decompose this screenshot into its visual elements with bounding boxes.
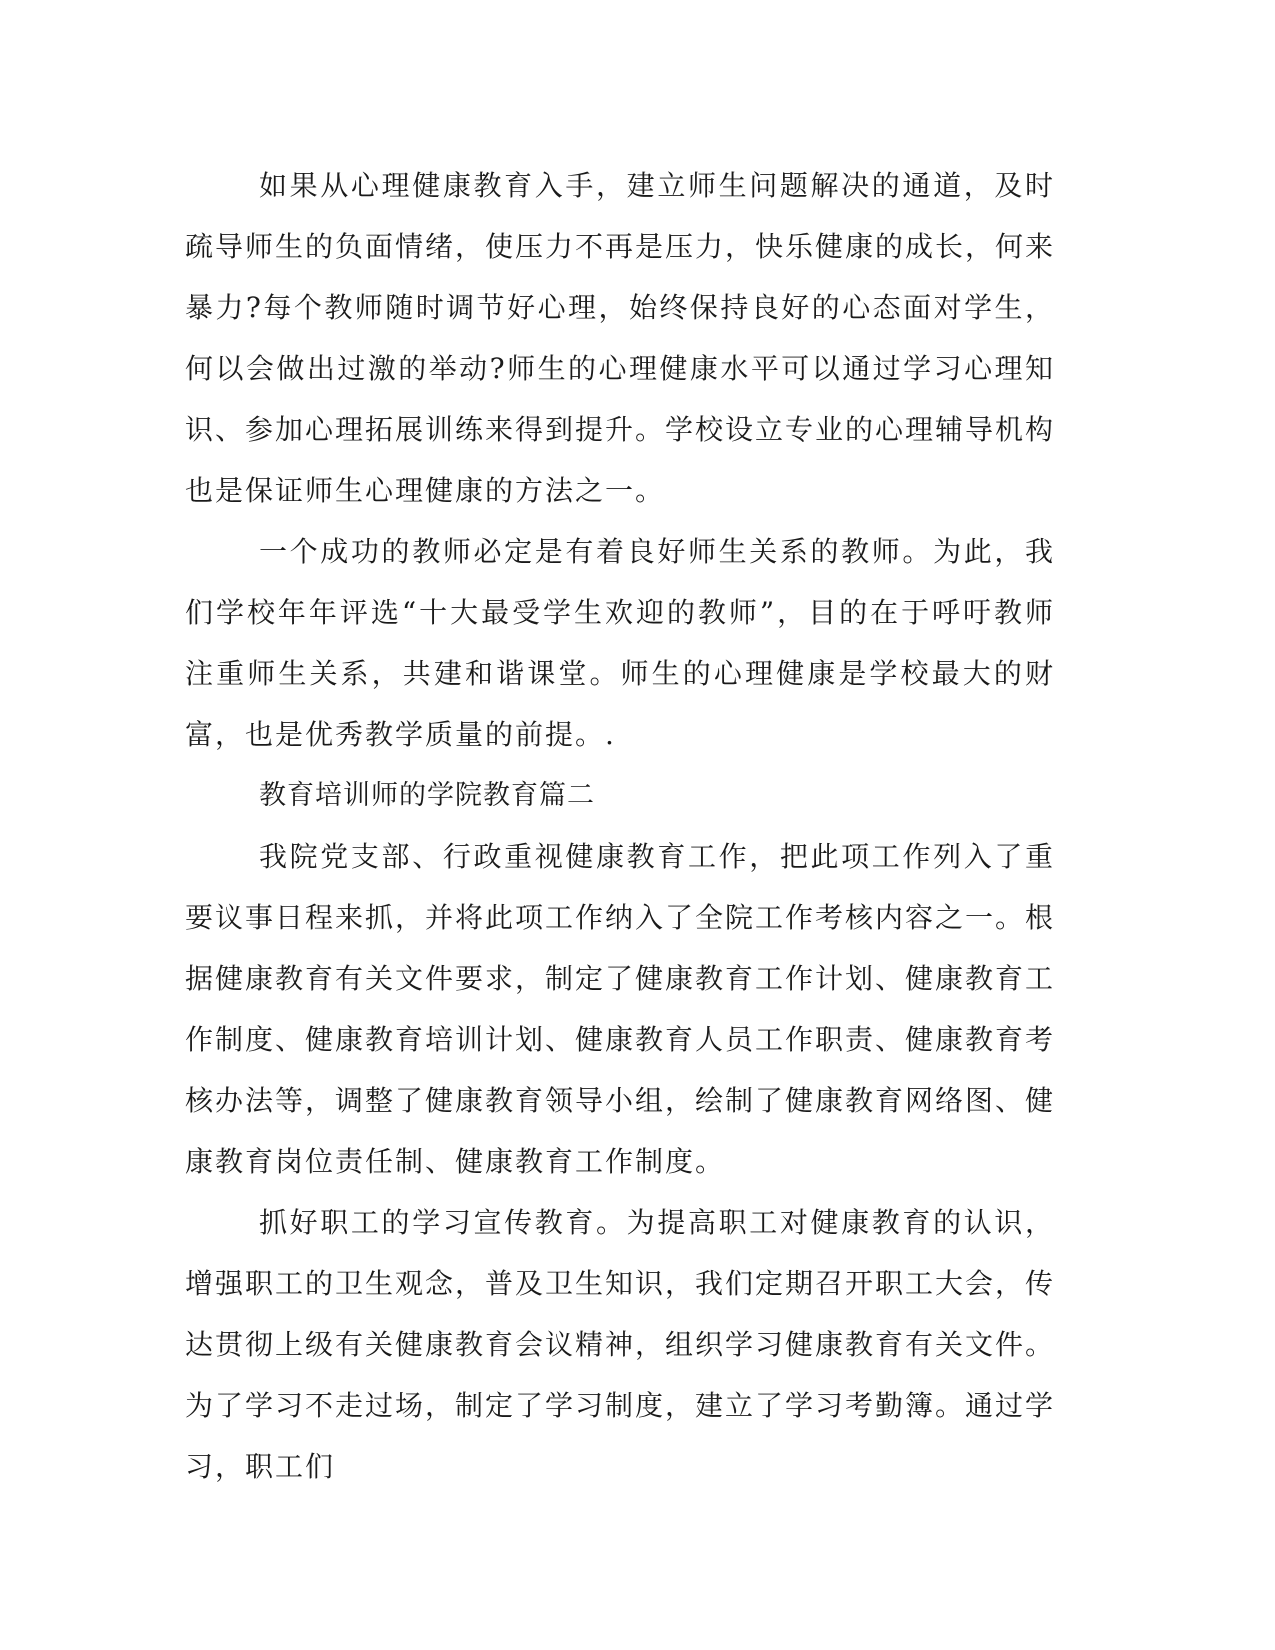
document-body: [185, 155, 1055, 1497]
paragraph-staff-study-education: 抓好职工的学习宣传教育。为提高职工对健康教育的认识，增强职工的卫生观念，普及卫生知识，我们定期召开职工大会，传达贯彻上级有关健康教育会议精神，组织学习健康教育有关文件。为了学习不走过场，制定了学习制度，建立了学习考勤簿。通过学习，职工们: [185, 1206, 1056, 1483]
section-heading: 教育培训师的学院教育篇二: [259, 780, 595, 811]
paragraph-health-education-work: 我院党支部、行政重视健康教育工作，把此项工作列入了重要议事日程来抓，并将此项工作纳入了全院工作考核内容之一。根据健康教育有关文件要求，制定了健康教育工作计划、健康教育工作制度、健康教育培训计划、健康教育人员工作职责、健康教育考核办法等，调整了健康教育领导小组，绘制了健康教育网络图、健康教育岗位责任制、健康教育工作制度。: [185, 840, 1056, 1178]
paragraph-teacher-student-relationship: 一个成功的教师必定是有着良好师生关系的教师。为此，我们学校年年评选“十大最受学生欢迎的教师”，目的在于呼吁教师注重师生关系，共建和谐课堂。师生的心理健康是学校最大的财富，也是优秀教学质量的前提。.: [185, 535, 1055, 751]
paragraph-mental-health-education: 如果从心理健康教育入手，建立师生问题解决的通道，及时疏导师生的负面情绪，使压力不再是压力，快乐健康的成长，何来暴力?每个教师随时调节好心理，始终保持良好的心态面对学生，何以会做出过激的举动?师生的心理健康水平可以通过学习心理知识、参加心理拓展训练来得到提升。学校设立专业的心理辅导机构也是保证师生心理健康的方法之一。: [185, 169, 1056, 507]
